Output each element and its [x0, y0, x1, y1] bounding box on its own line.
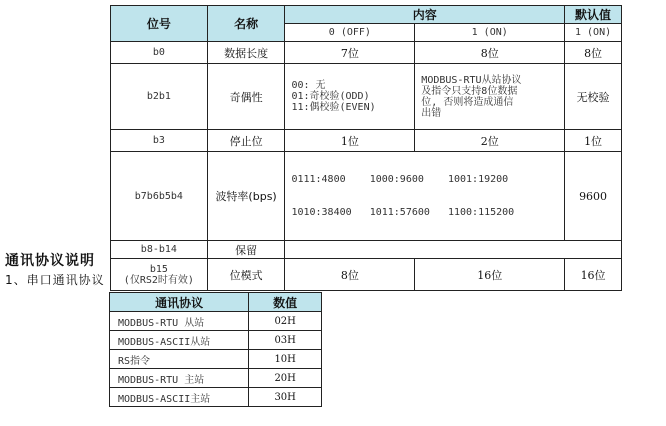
table-row	[110, 369, 322, 388]
bit-line: (仅RS2时有效)	[123, 274, 194, 286]
on-line: 出错	[421, 107, 442, 119]
on-cell	[415, 64, 565, 130]
protocol-cell: MODBUS-ASCII主站	[110, 388, 249, 407]
table-row	[110, 312, 322, 331]
off-cell: 8位	[285, 259, 415, 291]
header-bit: 位号	[111, 6, 208, 42]
table-row	[111, 152, 622, 241]
name-cell: 保留	[207, 241, 285, 259]
baud-line: 1010:38400 1011:57600 1100:115200	[291, 207, 515, 218]
protocol-cell: RS指令	[110, 350, 249, 369]
name-cell: 奇偶性	[207, 64, 285, 130]
bit-cell: b3	[111, 130, 208, 152]
header-protocol: 通讯协议	[110, 293, 249, 312]
default-cell: 9600	[565, 152, 622, 241]
name-cell: 位模式	[207, 259, 285, 291]
default-cell: 16位	[565, 259, 622, 291]
off-line: 01:奇校验(ODD)	[291, 91, 370, 102]
baud-line: 0111:4800 1000:9600 1001:19200	[291, 174, 509, 185]
on-cell: 16位	[415, 259, 565, 291]
header-on: 1 (ON)	[415, 24, 565, 42]
parameter-table	[110, 5, 622, 291]
section-subtitle: 1、串口通讯协议	[5, 273, 105, 287]
on-cell: 2位	[415, 130, 565, 152]
baud-cell	[285, 152, 565, 241]
value-cell: 30H	[249, 388, 322, 407]
on-line: MODBUS-RTU从站协议	[421, 74, 522, 86]
value-cell: 10H	[249, 350, 322, 369]
on-line: 及指令只支持8位数据	[421, 85, 518, 97]
table-row	[110, 350, 322, 369]
header-default-sub: 1 (ON)	[565, 24, 622, 42]
header-default: 默认值	[565, 6, 622, 24]
name-cell: 数据长度	[207, 42, 285, 64]
reserved-cell	[285, 241, 622, 259]
off-cell: 1位	[285, 130, 415, 152]
default-cell: 8位	[565, 42, 622, 64]
bit-cell: b2b1	[111, 64, 208, 130]
table-row	[111, 42, 622, 64]
bit-cell: b7b6b5b4	[111, 152, 208, 241]
table-row	[111, 259, 622, 291]
value-cell: 02H	[249, 312, 322, 331]
bit-cell	[111, 259, 208, 291]
section-title: 通讯协议说明	[5, 253, 95, 269]
name-cell: 停止位	[207, 130, 285, 152]
protocol-cell: MODBUS-RTU 从站	[110, 312, 249, 331]
off-cell: 7位	[285, 42, 415, 64]
value-cell: 20H	[249, 369, 322, 388]
value-cell: 03H	[249, 331, 322, 350]
default-cell: 1位	[565, 130, 622, 152]
table-row	[111, 130, 622, 152]
off-line: 11:偶校验(EVEN)	[291, 102, 376, 113]
protocol-table	[109, 292, 322, 407]
name-cell: 波特率(bps)	[207, 152, 285, 241]
bit-line: b15	[149, 263, 168, 275]
table-row	[110, 388, 322, 407]
header-name: 名称	[207, 6, 285, 42]
header-off: 0 (OFF)	[285, 24, 415, 42]
off-line: 00: 无	[291, 80, 326, 91]
header-content: 内容	[285, 6, 565, 24]
protocol-cell: MODBUS-RTU 主站	[110, 369, 249, 388]
table-row	[111, 64, 622, 130]
protocol-cell: MODBUS-ASCII从站	[110, 331, 249, 350]
bit-cell: b0	[111, 42, 208, 64]
on-line: 位, 否则将造成通信	[421, 96, 514, 108]
bit-cell: b8-b14	[111, 241, 208, 259]
table-row	[111, 241, 622, 259]
default-cell: 无校验	[565, 64, 622, 130]
header-value: 数值	[249, 293, 322, 312]
on-cell: 8位	[415, 42, 565, 64]
table-row	[110, 331, 322, 350]
off-cell	[285, 64, 415, 130]
